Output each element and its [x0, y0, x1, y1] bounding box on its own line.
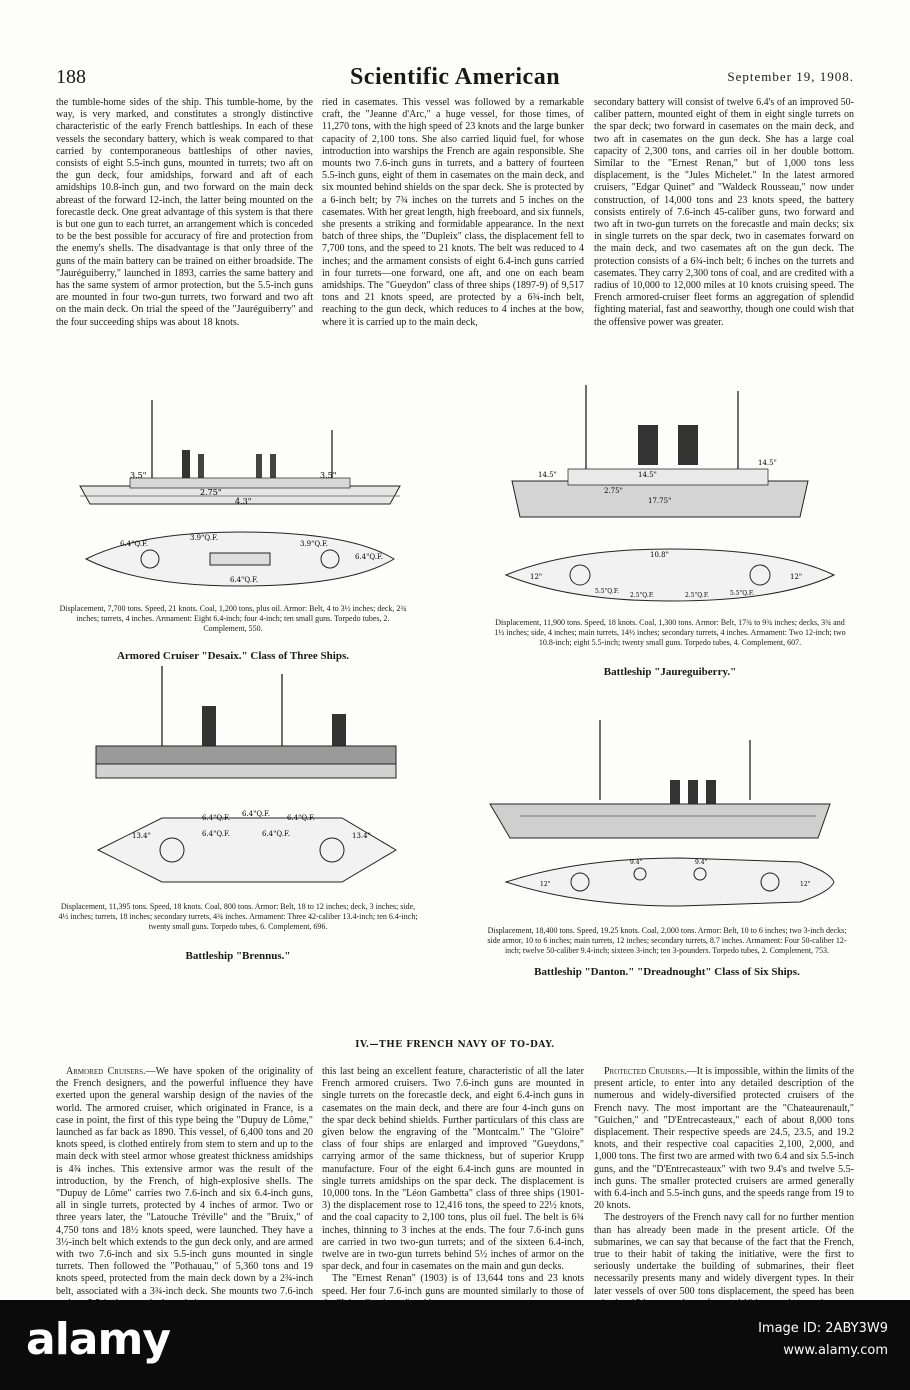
- watermark-info: [758, 1318, 888, 1362]
- figure-label: 6.4"Q.F.: [355, 553, 383, 561]
- danton-profile-drawing: [480, 720, 840, 840]
- alamy-logo: alamy: [26, 1314, 170, 1365]
- brennus-plan-drawing: [92, 810, 402, 890]
- desaix-profile-drawing: [70, 400, 410, 510]
- jaureguiberry-plan-drawing: [500, 545, 840, 605]
- page-number: 188: [56, 66, 86, 88]
- figure-label: 6.4"Q.F.: [202, 814, 230, 822]
- danton-title: Battleship "Danton." "Dreadnought" Class of Six Ships.: [534, 966, 800, 978]
- page-header: [56, 66, 854, 94]
- jaureguiberry-title: Battleship "Jaureguiberry.": [603, 666, 737, 678]
- desaix-caption: Displacement, 7,700 tons. Speed, 21 knots. Coal, 1,200 tons, plus oil. Armor: Belt, 4 to 3½ inches; deck, 2¾ inches; turrets, 4 inches. Armament: Eight 6.4-inch; four 4-inch; ten small guns. Torpedo tubes, 2. Complement, 550.: [59, 604, 407, 633]
- figure-label: 9.4": [695, 859, 708, 866]
- desaix-plan-drawing: [80, 528, 400, 590]
- figure-label: 2.75": [604, 487, 623, 495]
- figure-label: 14.5": [638, 471, 657, 479]
- masthead: Scientific American: [349, 64, 561, 90]
- brennus-caption: Displacement, 11,395 tons. Speed, 18 knots. Coal, 800 tons. Armor: Belt, 18 to 12 inches; deck, 3 inches; side, 4½ inches; turrets, 18 inches; secondary turrets, 4¾ inches. Armament: Three 42-caliber 13.4-inch; ten 6.4-inch; twenty small guns. Torpedo tubes, 6. Complement, 696.: [58, 902, 418, 931]
- figure-label: 2.75": [200, 488, 222, 497]
- figure-label: 13.4": [352, 832, 371, 840]
- figure-label: 3.5": [130, 471, 147, 480]
- figure-label: 4.3": [235, 497, 252, 506]
- top-column-2: ried in casemates. This vessel was followed by a remarkable craft, the "Jeanne d'Arc," a huge vessel, for those times, of 11,270 tons, with the high speed of 23 knots and the large bunker capacity of 2,100 tons. She also carried liquid fuel, for whose introduction into warships the French are again responsible. She mounts two 7.6-inch guns in turrets, and a battery of fourteen 5.5-inch guns, eight of them in casemates on the main deck, and six mounted behind shields on the spar deck. She is protected by a 6-inch belt; by 7¾ inches on the turrets and 5 inches on the casemates. With her great length, high freeboard, and six funnels, she presents a striking and formidable appearance. In the next batch of three ships, the "Dupleix" class, the displacement fell to 7,700 tons, and the speed to 21 knots. The belt was reduced to 4 inches; and the armament consists of eight 6.4-inch guns carried in four turrets—one forward, one aft, and one on each beam amidships. The "Gueydon" class of three ships (1897-9) of 9,517 tons and 21 knots speed, are protected by a 6¾-inch belt, reaching to the gun deck, which reduces to 4 inches at the bow, where it is carried up to the main deck,: [322, 97, 584, 328]
- brennus-profile-drawing: [92, 666, 412, 786]
- figure-label: 12": [800, 881, 811, 888]
- figure-label: 5.5"Q.F.: [730, 590, 754, 597]
- figure-label: 12": [790, 573, 803, 581]
- figure-label: 12": [530, 573, 543, 581]
- danton-plan-drawing: [500, 852, 840, 912]
- figure-label: 3.9"Q.F.: [300, 540, 328, 548]
- figure-label: 6.4"Q.F.: [242, 810, 270, 818]
- figure-label: 6.4"Q.F.: [262, 830, 290, 838]
- figure-label: 6.4"Q.F.: [120, 540, 148, 548]
- figure-label: 17.75": [648, 497, 672, 505]
- figure-label: 14.5": [758, 459, 777, 467]
- bottom-column-1: Armored Cruisers.—We have spoken of the originality of the French designers, and the powerful influence they have exerted upon the general warship design of the navies of the world. The armored cruiser, which originated in France, is a case in point, the first of this type being the "Dupuy de Lôme," launched as far back as 1890. This vessel, of 6,400 tons and 20 knots speed, is clothed entirely from stem to stern and up to the main deck with steel armor whose greatest thickness amidships is 4¾ inches. This extensive armor was the result of the introduction, by the French, of high-explosive shells. The "Dupuy de Lôme" carries two 7.6-inch and six 6.4-inch guns, all in single turrets, protected by 4 inches of armor. Two or three years later, the "Latouche Tréville" and the "Bruix," of 4,750 tons and 18½ knots speed, were launched. They have a 3½-inch belt which extends to the gun deck only, and are armed with two 7.6-inch and six 5.5-inch guns mounted in single turrets. Then followed the "Pothauau," of 5,360 tons and 19 knots speed, protected from the main deck down by a 2¾-inch belt, associated with a 3¾-inch deck. She mounts two 7.6-inch: [56, 1066, 313, 1297]
- image-id: Image ID: 2ABY3W9: [758, 1321, 888, 1336]
- figure-label: 6.4"Q.F.: [230, 576, 258, 584]
- bottom-column-3: Protected Cruisers.—It is impossible, within the limits of the present article, to enter into any detailed description of the numerous and widely-diversified protected cruisers of the French navy. The most important are the "Chateaurenault," "Guichen," and "D'Entrecasteaux," each of about 8,000 tons displacement. Their respective speeds are 24.5, 23.5, and 19.2 knots, and their respective coal capacities 2,100, 2,000, and 1,000 tons. The first two are armed with two 6.4 and six 5.5-inch guns, and the "D'Entrecasteaux" with two 9.4's and twelve 5.5-inch guns. The smaller protected cruisers are armed generally with 6.4-inch and 5.5-inch guns, and the speeds range from 19 to 20 knots. The destroyers of the French navy call for no further mention than has already been made in the present article. Of the submarines, we can say that because of the fact that the French, true to their habit of taking the initiative, were the first to seriously undertake the building of submarines, their fleet necessarily presents many and widely divergent types. In their later vessels of over 500 tons displacement, the speed has been: [594, 1066, 855, 1297]
- figure-label: 6.4"Q.F.: [202, 830, 230, 838]
- desaix-title: Armored Cruiser "Desaix." Class of Three Ships.: [116, 650, 349, 662]
- watermark-url: www.alamy.com: [783, 1343, 888, 1358]
- figure-label: 3.9"Q.F.: [190, 534, 218, 542]
- figure-label: 12": [540, 881, 551, 888]
- figure-label: 9.4": [630, 859, 643, 866]
- figure-label: 2.5"Q.F.: [685, 592, 709, 599]
- figure-label: 13.4": [132, 832, 151, 840]
- figure-label: 10.8": [650, 551, 669, 559]
- danton-caption: Displacement, 18,400 tons. Speed, 19.25 knots. Coal, 2,000 tons. Armor: Belt, 10 to 6 inches; two 3-inch decks; side armor, 10 to 6 inches; main turrets, 12 inches; secondary turrets, 8.7 inches. Armament: Four 50-caliber 12-inch; twelve 50-caliber 9.4-inch; sixteen 3-inch; ten 3-pounders. Torpedo tubes, 2. Complement, 753.: [487, 926, 847, 955]
- section-title: IV.—THE FRENCH NAVY OF TO-DAY.: [355, 1040, 555, 1050]
- top-column-1: the tumble-home sides of the ship. This tumble-home, by the way, is very marked, and constitutes a strongly distinctive characteristic of the early French battleships. In each of these vessels the secondary battery, which is weak compared to that carried by contemporaneous battleships of other navies, consists of eight 5.5-inch guns, mounted in turrets; two aft on the gun deck, four amidships, forward and aft of each amidships 10.8-inch gun, and two forward on the main deck abreast of the forward 12-inch, the latter being mounted on the forecastle deck. One great advantage of this system is that there is but one gun to each turret, an arrangement which is conceded to be the best possible for accuracy of fire and protection from the enemy's shells. The disadvantage is that only three of the guns of the main battery can be trained on either broadside. The "Jauréguiberry," launched in 1893, carries the same battery and has the same system of armor protection, but the 5.5-inch guns are mounted in four two-gun turrets, two forward and two aft on the main deck. On trial the speed of the "Jauréguiberry" and the four succeeding ships was about 18 knots.: [56, 97, 313, 328]
- issue-date: September 19, 1908.: [727, 69, 854, 84]
- top-column-3: secondary battery will consist of twelve 6.4's of an improved 50-caliber pattern, mounted eight of them in eight single turrets on the spar deck; two forward in casemates on the main deck, and two aft in casemates on the gun deck. She has a large coal capacity of 2,300 tons, and carries oil in her double bottom. Similar to the "Ernest Renan," but of 1,000 tons less displacement, is the "Jules Michelet." In the latest armored cruisers, "Edgar Quinet" and "Waldeck Rousseau," now under construction, of 14,000 tons and 23 knots speed, the battery consists entirely of 7.6-inch 45-caliber guns, two forward and two aft in two-gun turrets on the forecastle and main decks; six in single turrets on the spar deck, two in casemates forward on the main deck, and two casemates aft on the gun deck. The protection consists of a 6¾-inch belt; 6 inches on the turrets and casemates. They carry 2,300 tons of coal, and are credited with a radius of 10,000 to 12,000 miles at 10 knots cruising speed. The French armored-cruiser fleet forms an aggregation of splendid fighting material, fast and seaworthy, though one could wish that the offensive power was greater.: [594, 97, 854, 328]
- jaureguiberry-profile-drawing: [508, 385, 838, 525]
- figure-label: 6.4"Q.F.: [287, 814, 315, 822]
- figure-label: 3.5": [320, 471, 337, 480]
- watermark-bar: [0, 1300, 910, 1390]
- bottom-column-2: this last being an excellent feature, characteristic of all the later French armored cruisers. Two 7.6-inch guns are mounted in single turrets on the forecastle deck, and eight 6.4-inch guns in casemates on the main deck, and there are four 4-inch guns on the spar deck behind shields. Further particulars of this class are given below the engraving of the "Montcalm." The "Gloire" class of four ships are enlarged and improved "Gueydons," carrying armor of the same thickness, but of superior Krupp manufacture. Four of the eight 6.4-inch guns are mounted in single turrets amidships on the spar deck. The displacement is 10,000 tons. In the "Léon Gambetta" class of three ships (1901-3) the displacement rose to 12,416 tons, the speed to 22½ knots, and the coal capacity to 2,100 tons, plus oil fuel. The belt is 6¾ inches, thinning to 3 inches at the ends. The four 7.6-inch guns are carried in two two-gun turrets; and of the sixteen 6.4-inch, twelve are in two-gun turrets behind 5½ inches of armor on the spar deck, and four in casemates on the main and gun decks. The "Ernest Renan" (1903) is of 13,644 tons and 23 knots speed. Her four 7.6-inch guns are mounted similarly to those of: [322, 1066, 584, 1297]
- jaureguiberry-caption: Displacement, 11,900 tons. Speed, 18 knots. Coal, 1,300 tons. Armor: Belt, 17¾ to 9¾ inches; decks, 3¾ and 1½ inches; side, 4 inches; main turrets, 14½ inches; secondary turrets, 4 inches. Armament: Two 12-inch; two 10.8-inch; eight 5.5-inch; twenty small guns. Torpedo tubes, 4. Complement, 607.: [494, 618, 846, 647]
- figure-label: 2.5"Q.F.: [630, 592, 654, 599]
- figure-label: 5.5"Q.F.: [595, 588, 619, 595]
- figure-label: 14.5": [538, 471, 557, 479]
- brennus-title: Battleship "Brennus.": [185, 950, 291, 962]
